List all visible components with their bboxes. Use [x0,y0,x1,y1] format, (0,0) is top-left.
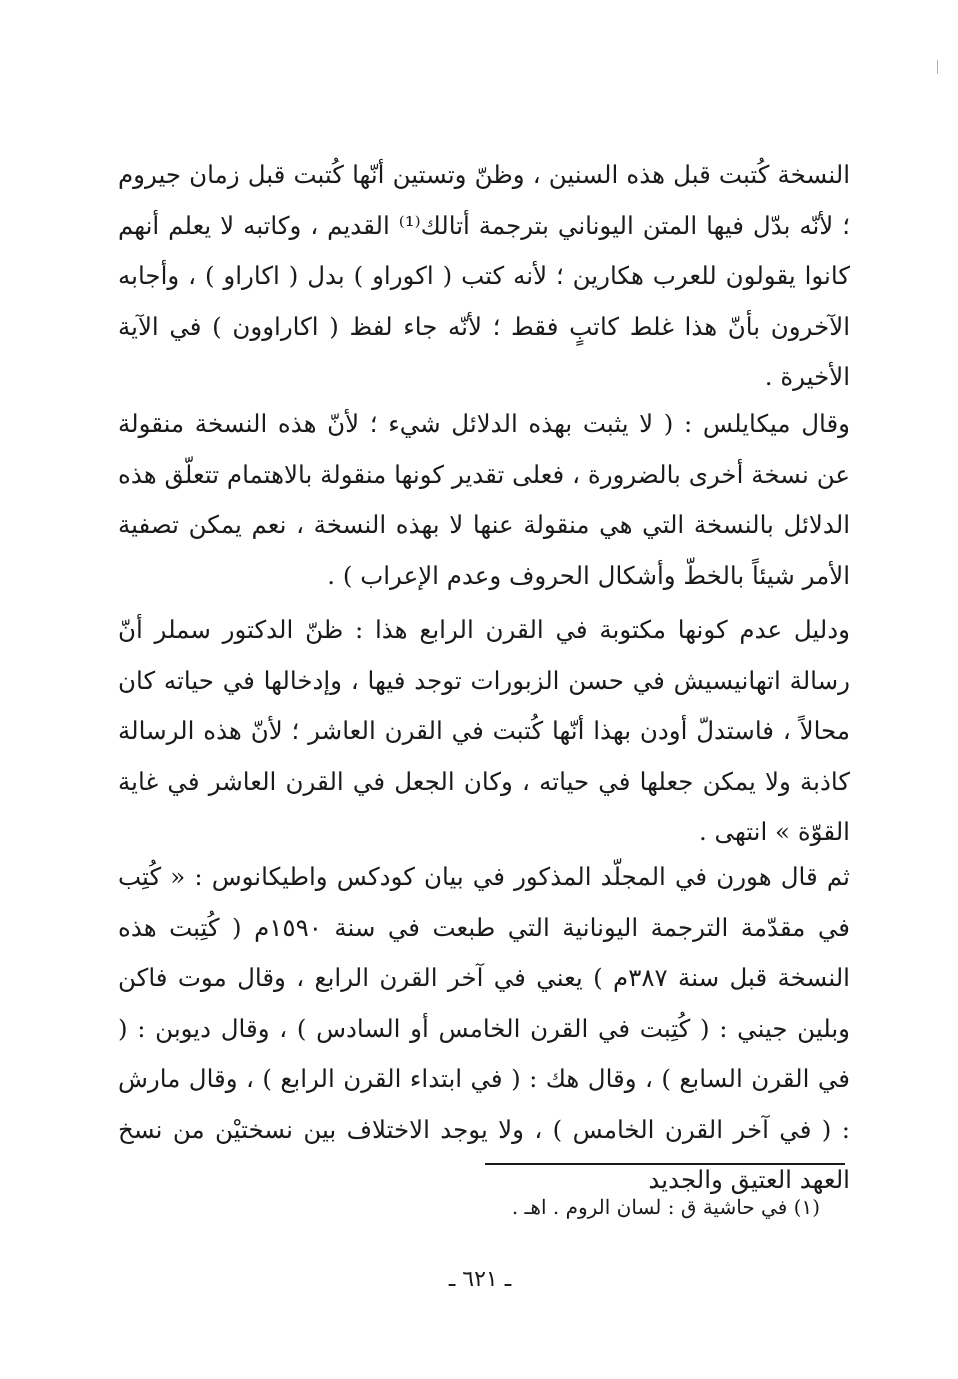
paragraph-3-text: ودليل عدم كونها مكتوبة في القرن الرابع هذا : ظنّ الدكتور سملر أنّ رسالة اتهانيسيش في حسن الزبورات توجد فيها ، وإدخالها في حياته كان محالاً ، فاستدلّ أودن بهذا أنّها كُتبت في القرن العاشر ؛ لأنّ هذه الرسالة كاذبة ولا يمكن جعلها في حياته ، وكان الجعل في القرن العاشر في غاية القوّة » انتهى . [118,615,850,846]
paragraph-1 [118,150,850,403]
footnote: (١) في حاشية ق : لسان الروم . اهـ . [511,1195,820,1219]
paragraph-4 [118,852,850,1206]
corner-mark [937,60,938,74]
page-number: ـ ٦٢١ ـ [448,1267,512,1292]
footnote-divider [485,1163,845,1165]
paragraph-4-text: ثم قال هورن في المجلّد المذكور في بيان كودكس واطيكانوس : « كُتِب في مقدّمة الترجمة اليونانية التي طبعت في سنة ١٥٩٠م ( كُتِبت هذه النسخة قبل سنة ٣٨٧م ) يعني في آخر القرن الرابع ، وقال موت فاكن وبلين جيني : ( كُتِبت في القرن الخامس أو السادس ) ، وقال ديوبن : ( في القرن السابع ) ، وقال هك : ( في ابتداء القرن الرابع ) ، وقال مارش : ( في آخر القرن الخامس ) ، ولا يوجد الاختلاف بين نسختيْن من نسخ العهد العتيق والجديد [118,862,850,1194]
paragraph-1-text: النسخة كُتبت قبل هذه السنين ، وظنّ وتستين أنّها كُتبت قبل زمان جيروم ؛ لأنّه بدّل فيها المتن اليوناني بترجمة أتالك⁽¹⁾ القديم ، وكاتبه لا يعلم أنهم كانوا يقولون للعرب هكارين ؛ لأنه كتب ( اكوراو ) بدل ( اكاراو ) ، وأجابه الآخرون بأنّ هذا غلط كاتبٍ فقط ؛ لأنّه جاء لفظ ( اكاراوون ) في الآية الأخيرة . [118,160,850,391]
paragraph-2 [118,399,850,601]
paragraph-3 [118,605,850,858]
paragraph-2-text: وقال ميكايلس : ( لا يثبت بهذه الدلائل شيء ؛ لأنّ هذه النسخة منقولة عن نسخة أخرى بالضرورة ، فعلى تقدير كونها منقولة بالاهتمام تتعلّق هذه الدلائل بالنسخة التي هي منقولة عنها لا بهذه النسخة ، نعم يمكن تصفية الأمر شيئاً بالخطّ وأشكال الحروف وعدم الإعراب ) . [118,409,850,590]
